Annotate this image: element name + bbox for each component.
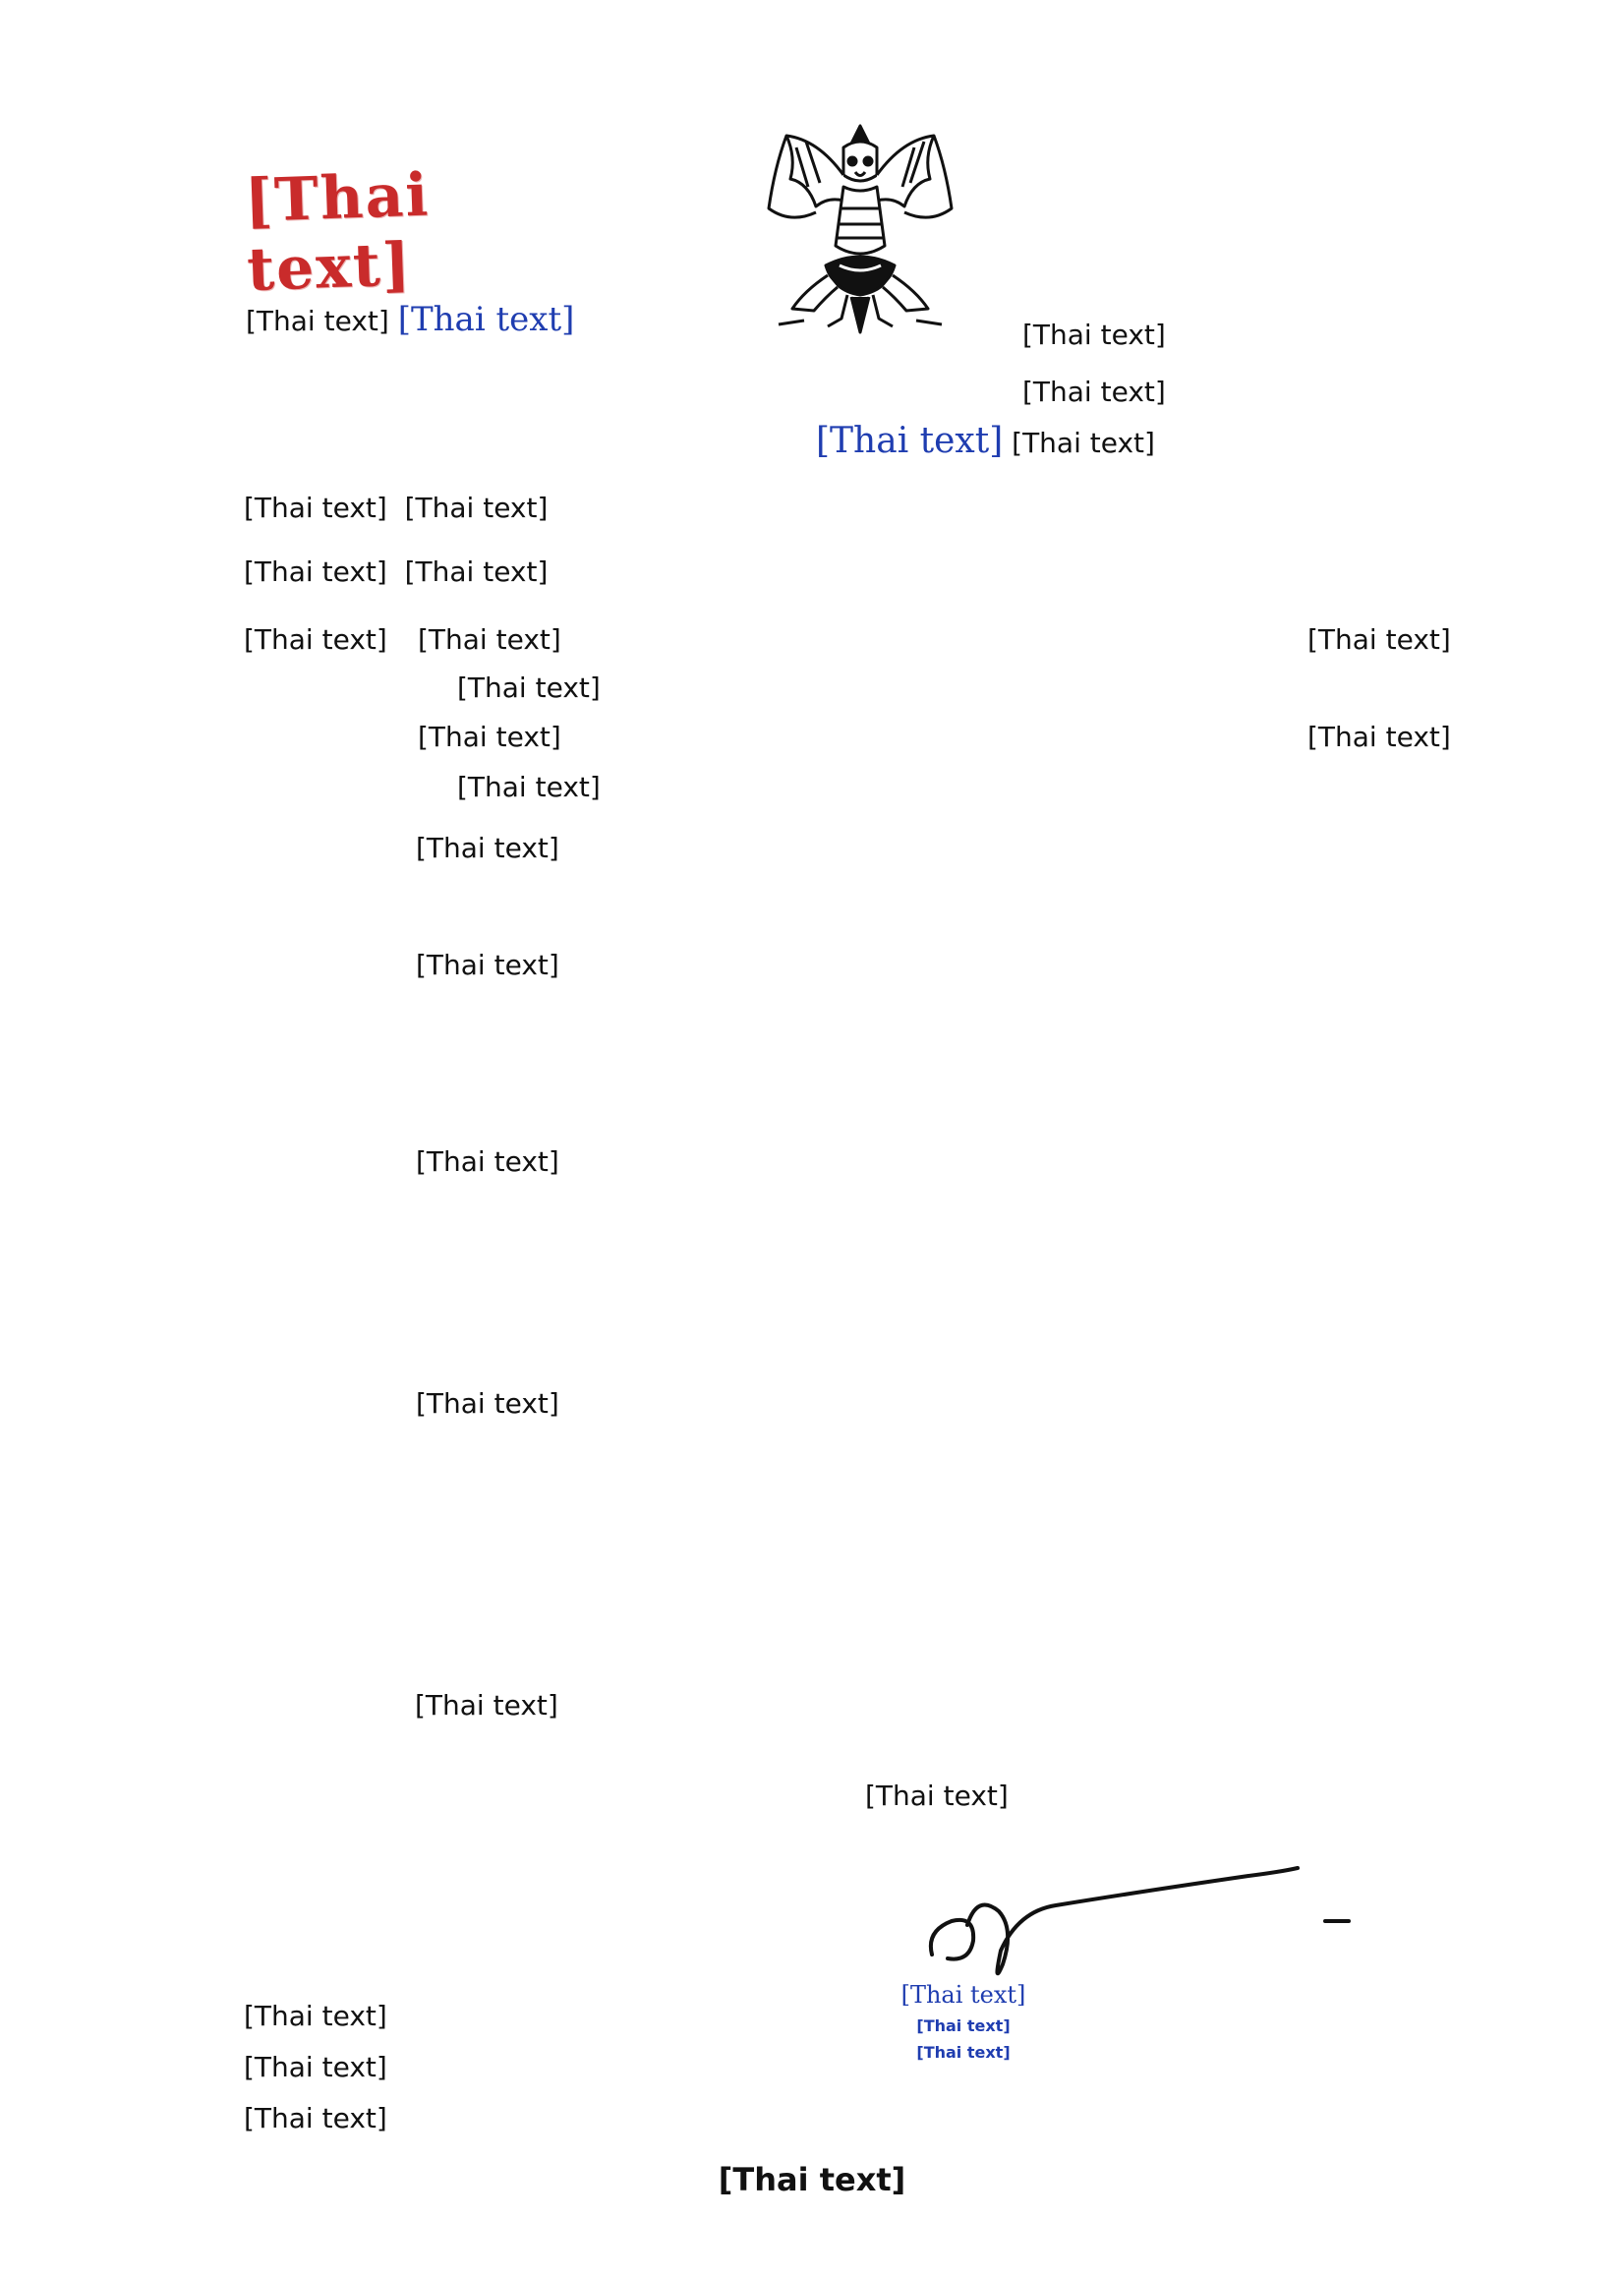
document-number: [246, 300, 574, 339]
enclosure-item-1-qty: [Thai text]: [1307, 623, 1451, 656]
date-day-handwritten: [Thai text]: [816, 421, 1004, 461]
signer-title-2: [Thai text]: [916, 2043, 1011, 2062]
body-paragraph-2: [Thai text]: [416, 949, 559, 981]
recipient-label: [Thai text]: [244, 555, 387, 588]
subject-line: [244, 492, 548, 524]
body-paragraph-3: [Thai text]: [416, 1145, 559, 1178]
enclosures-label: [Thai text]: [244, 623, 387, 656]
recipient-line: [244, 555, 548, 588]
enclosure-item-2: [Thai text]: [418, 721, 561, 753]
footer-phone: [Thai text]: [244, 2102, 387, 2134]
contact-footer: [244, 1991, 387, 2144]
signer-title-1: [Thai text]: [916, 2016, 1011, 2035]
signer-name: [Thai text]: [900, 1981, 1026, 2009]
enclosure-item-2-qty: [Thai text]: [1307, 721, 1451, 753]
document-date: [816, 421, 1155, 461]
date-month-year: [Thai text]: [1012, 427, 1155, 459]
body-paragraph-4: [Thai text]: [416, 1387, 559, 1420]
subject-text: [Thai text]: [404, 492, 549, 524]
document-number-prefix: [Thai text]: [246, 305, 389, 337]
body-paragraph-1: [Thai text]: [416, 832, 559, 864]
sender-address: [1022, 307, 1166, 421]
document-number-handwritten: [Thai text]: [397, 300, 575, 339]
enclosure-item-1: [Thai text]: [418, 623, 561, 656]
garuda-emblem-icon: [757, 118, 963, 339]
enclosure-item-2-ref: [Thai text]: [457, 771, 601, 803]
body-paragraph-5: [Thai text]: [415, 1689, 558, 1722]
footer-office: [Thai text]: [244, 2000, 387, 2032]
urgent-stamp: [Thai text]: [243, 160, 432, 306]
sender-office: [Thai text]: [1022, 319, 1166, 351]
recipient-text: [Thai text]: [404, 555, 549, 588]
handwritten-signature: [924, 1848, 1357, 1996]
subject-label: [Thai text]: [244, 492, 387, 524]
enclosure-item-1-ref: [Thai text]: [457, 671, 601, 704]
signer-block: [688, 1981, 1239, 2062]
footer-group: [Thai text]: [244, 2051, 387, 2083]
motto: [Thai text]: [718, 2161, 906, 2198]
closing-salutation: [Thai text]: [865, 1780, 1009, 1812]
sender-ministry: [Thai text]: [1022, 376, 1166, 408]
